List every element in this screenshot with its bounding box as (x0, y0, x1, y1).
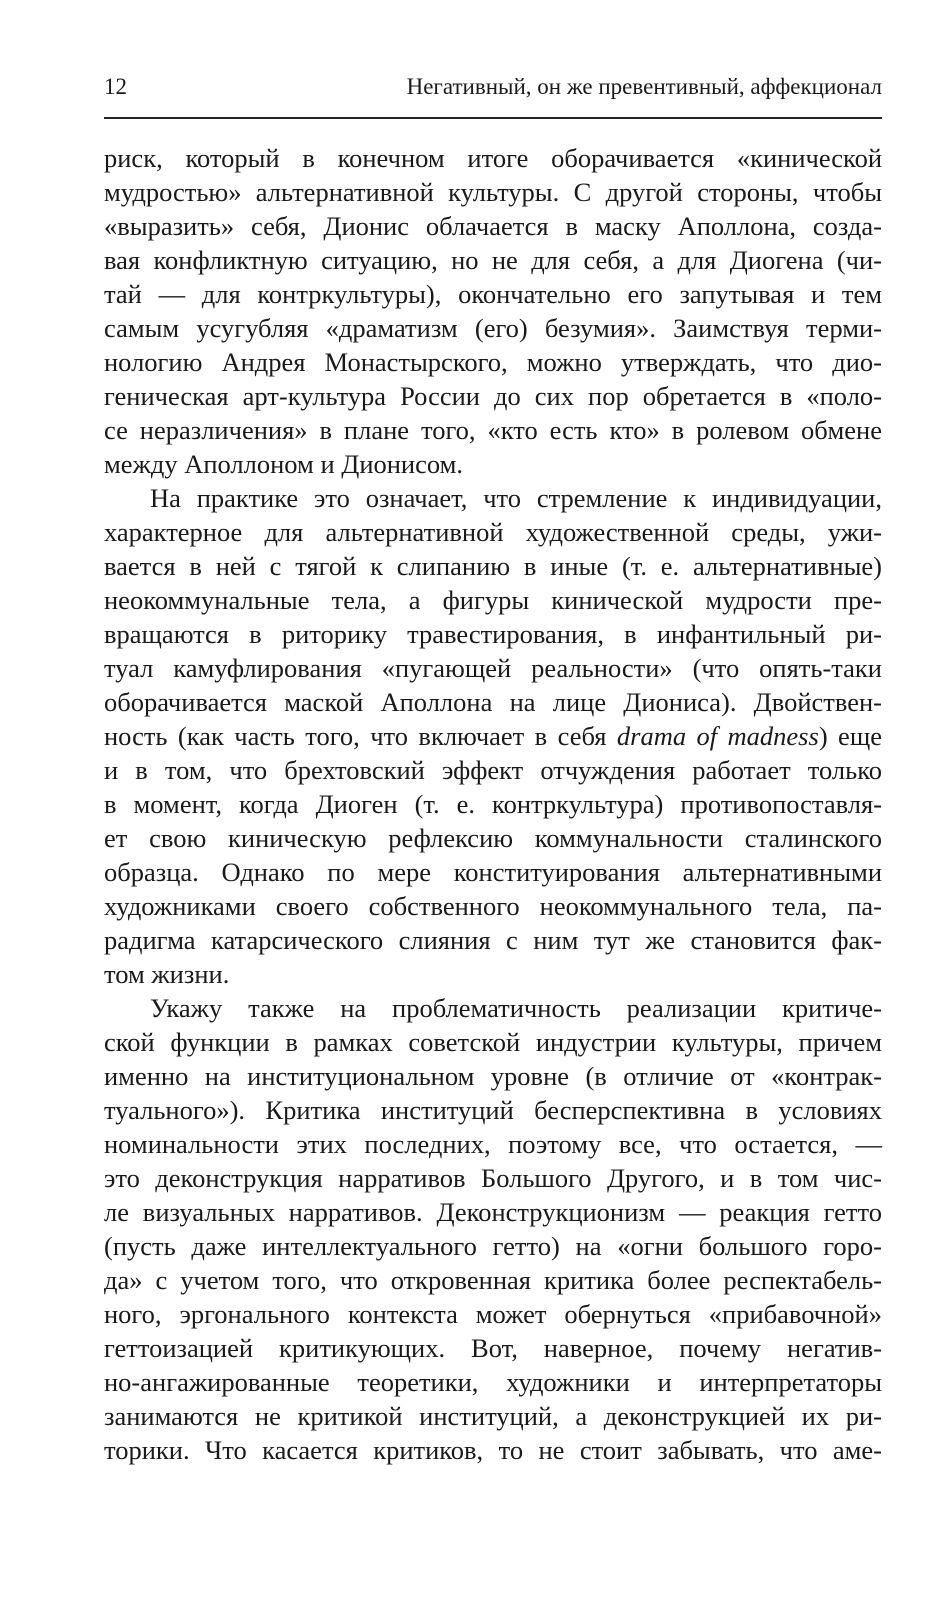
page-header (104, 72, 882, 106)
text-line: номинальности этих последних, поэтому все, что остается, — (104, 1129, 882, 1159)
text-line: нологию Андрея Монастырского, можно утверждать, что дио- (104, 347, 882, 377)
text-line: вращаются в риторику травестирования, в инфантильный ри- (104, 619, 882, 649)
text-line: туального»). Критика институций бесперспективна в условиях (104, 1095, 882, 1125)
header-rule (104, 117, 882, 119)
text-segment: ) еще (818, 721, 882, 751)
text-line: образца. Однако по мере конституирования альтернативными (104, 857, 882, 887)
text-line: самым усугубляя «драматизм (его) безумия». Заимствуя терми- (104, 313, 882, 343)
text-line (104, 719, 882, 753)
text-line: ет свою киническую рефлексию коммунальности сталинского (104, 823, 882, 853)
text-line: радигма катарсического слияния с ним тут же становится фак- (104, 925, 882, 955)
text-line: ле визуальных нарративов. Деконструкционизм — реакция гетто (104, 1197, 882, 1227)
text-line: между Аполлоном и Дионисом. (104, 449, 464, 479)
text-line: (пусть даже интеллектуального гетто) на «огни большого горо- (104, 1231, 882, 1261)
text-line: это деконструкция нарративов Большого Другого, и в том чис- (104, 1163, 882, 1193)
text-line: и в том, что брехтовский эффект отчуждения работает только (104, 755, 882, 785)
text-line: в момент, когда Диоген (т. е. контркультура) противопоставля- (104, 789, 882, 819)
text-line: геническая арт-культура России до сих пор обретается в «поло- (104, 381, 882, 411)
text-line: торики. Что касается критиков, то не стоит забывать, что аме- (104, 1435, 882, 1465)
text-line: вается в ней с тягой к слипанию в иные (т. е. альтернативные) (104, 551, 882, 581)
text-line: тай — для контркультуры), окончательно его запутывая и тем (104, 279, 882, 309)
text-line: именно на институциональном уровне (в отличие от «контрак- (104, 1061, 882, 1091)
italic-phrase: drama of madness (616, 721, 819, 751)
text-line: мудростью» альтернативной культуры. С другой стороны, чтобы (104, 177, 882, 207)
text-line: риск, который в конечном итоге оборачивается «кинической (104, 143, 882, 173)
text-segment: ность (как часть того, что включает в себя (104, 721, 617, 751)
text-line: геттоизацией критикующих. Вот, наверное, почему негатив- (104, 1333, 882, 1363)
text-line: занимаются не критикой институций, а деконструкцией их ри- (104, 1401, 882, 1431)
text-line: вая конфликтную ситуацию, но не для себя, а для Диогена (чи- (104, 245, 882, 275)
body-text (104, 141, 882, 1467)
text-line: ской функции в рамках советской индустрии культуры, причем (104, 1027, 882, 1057)
text-line: да» с учетом того, что откровенная критика более респектабель- (104, 1265, 882, 1295)
text-line: «выразить» себя, Дионис облачается в маску Аполлона, созда- (104, 211, 882, 241)
text-line: оборачивается маской Аполлона на лице Диониса). Двойствен- (104, 687, 882, 717)
text-line: но-ангажированные теоретики, художники и интерпретаторы (104, 1367, 882, 1397)
text-line: ного, эргонального контекста может обернуться «прибавочной» (104, 1299, 882, 1329)
running-title: Негативный, он же превентивный, аффекционал (406, 74, 882, 99)
text-line: се неразличения» в плане того, «кто есть кто» в ролевом обмене (104, 415, 882, 445)
text-line: художниками своего собственного неокоммунального тела, па- (104, 891, 882, 921)
text-line: Укажу также на проблематичность реализации критиче- (150, 993, 882, 1023)
text-line: неокоммунальные тела, а фигуры кинической мудрости пре- (104, 585, 882, 615)
page-number: 12 (104, 74, 127, 99)
text-line: том жизни. (104, 959, 230, 989)
text-line: На практике это означает, что стремление к индивидуации, (150, 483, 882, 513)
text-line: характерное для альтернативной художественной среды, ужи- (104, 517, 882, 547)
text-line: туал камуфлирования «пугающей реальности» (что опять-таки (104, 653, 882, 683)
